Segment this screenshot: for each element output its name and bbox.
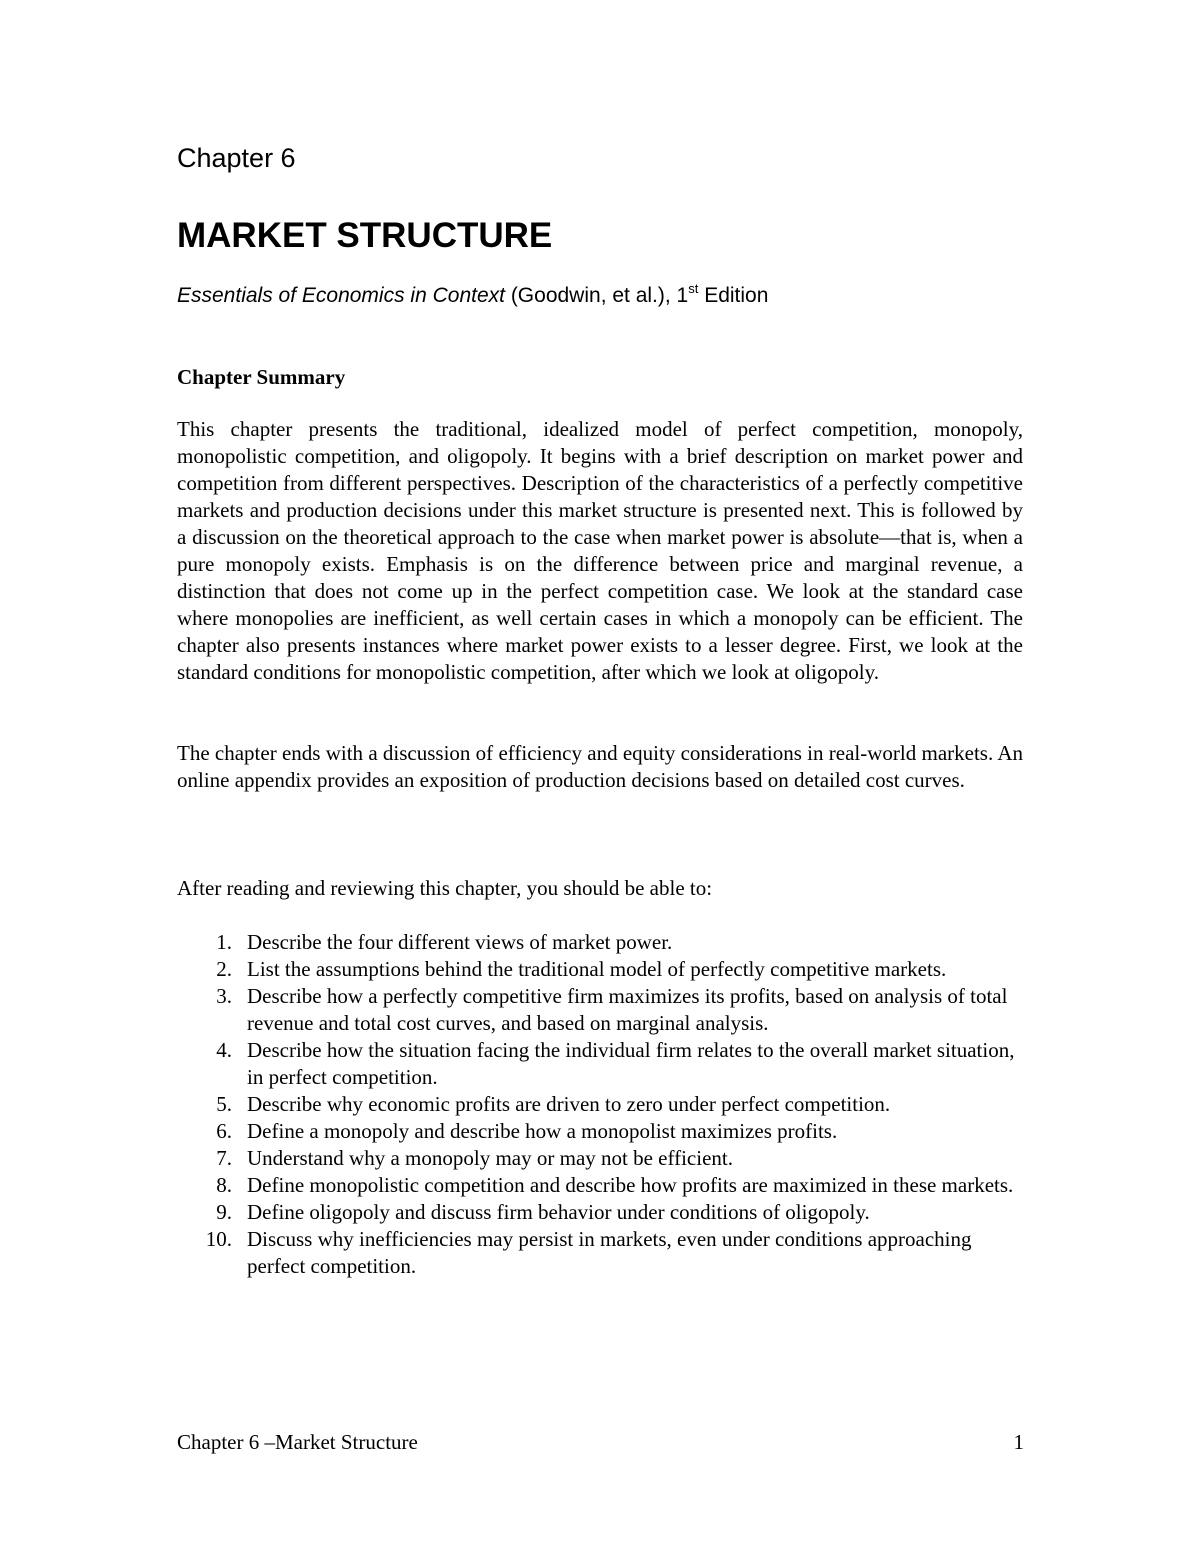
- list-item: [177, 983, 1027, 1037]
- objectives-intro: After reading and reviewing this chapter, you should be able to:: [177, 876, 713, 900]
- book-title: Essentials of Economics in Context: [177, 284, 505, 307]
- list-item: [177, 1091, 1027, 1118]
- list-item-number: 7.: [216, 1146, 232, 1170]
- edition-word: Edition: [698, 284, 769, 307]
- summary-paragraph: The chapter ends with a discussion of efficiency and equity considerations in real-world markets. An online appendix provides an exposition of production decisions based on detailed cost curves.: [177, 741, 1023, 792]
- list-item: [177, 1226, 1027, 1280]
- list-item-text: Describe why economic profits are driven to zero under perfect competition.: [247, 1092, 891, 1116]
- list-item-number: 5.: [216, 1092, 232, 1116]
- list-item-number: 2.: [216, 957, 232, 981]
- list-item-number: 8.: [216, 1173, 232, 1197]
- list-item-text: List the assumptions behind the traditional model of perfectly competitive markets.: [247, 957, 947, 981]
- list-item-text: Discuss why inefficiencies may persist in markets, even under conditions approaching perfect competition.: [247, 1227, 972, 1278]
- summary-paragraph: This chapter presents the traditional, idealized model of perfect competition, monopoly, monopolistic competition, and oligopoly. It begins with a brief description on market power and competition from different perspectives. Description of the characteristics of a perfectly competitive markets and production decisions under this market structure is presented next. This is followed by a discussion on the theoretical approach to the case when market power is absolute—that is, when a pure monopoly exists. Emphasis is on the difference between price and marginal revenue, a distinction that does not come up in the perfect competition case. We look at the standard case where monopolies are inefficient, as well certain cases in which a monopoly can be efficient. The chapter also presents instances where market power exists to a lesser degree. First, we look at the standard conditions for monopolistic competition, after which we look at oligopoly.: [177, 417, 1023, 684]
- list-item-text: Describe the four different views of market power.: [247, 930, 673, 954]
- list-item-text: Define a monopoly and describe how a monopolist maximizes profits.: [247, 1119, 838, 1143]
- list-item-number: 9.: [216, 1200, 232, 1224]
- list-item: [177, 929, 1027, 956]
- list-item-text: Describe how the situation facing the individual firm relates to the overall market situation, in perfect competition.: [247, 1038, 1015, 1089]
- list-item-number: 1.: [216, 930, 232, 954]
- list-item: [177, 1118, 1027, 1145]
- chapter-label: Chapter 6: [177, 143, 296, 173]
- list-item: [177, 1145, 1027, 1172]
- list-item-text: Define monopolistic competition and describe how profits are maximized in these markets.: [247, 1173, 1014, 1197]
- list-item-number: 6.: [216, 1119, 232, 1143]
- list-item-text: Describe how a perfectly competitive firm maximizes its profits, based on analysis of total revenue and total cost curves, and based on marginal analysis.: [247, 984, 1008, 1035]
- page-title: MARKET STRUCTURE: [177, 216, 553, 255]
- list-item: [177, 1037, 1027, 1091]
- list-item: [177, 1172, 1027, 1199]
- list-item-text: Define oligopoly and discuss firm behavior under conditions of oligopoly.: [247, 1200, 870, 1224]
- footer-running-title: Chapter 6 –Market Structure: [177, 1430, 418, 1454]
- list-item-number: 4.: [216, 1038, 232, 1062]
- list-item-number: 10.: [205, 1227, 232, 1251]
- list-item: [177, 956, 1027, 983]
- list-item-number: 3.: [216, 984, 232, 1008]
- list-item-text: Understand why a monopoly may or may not be efficient.: [247, 1146, 733, 1170]
- section-heading-summary: Chapter Summary: [177, 365, 346, 389]
- list-item: [177, 1199, 1027, 1226]
- book-reference: [177, 281, 768, 311]
- objectives-list: [177, 929, 1027, 1280]
- footer-page-number: 1: [1013, 1430, 1024, 1454]
- edition-superscript: st: [688, 281, 699, 296]
- book-authors: (Goodwin, et al.), 1: [504, 284, 689, 307]
